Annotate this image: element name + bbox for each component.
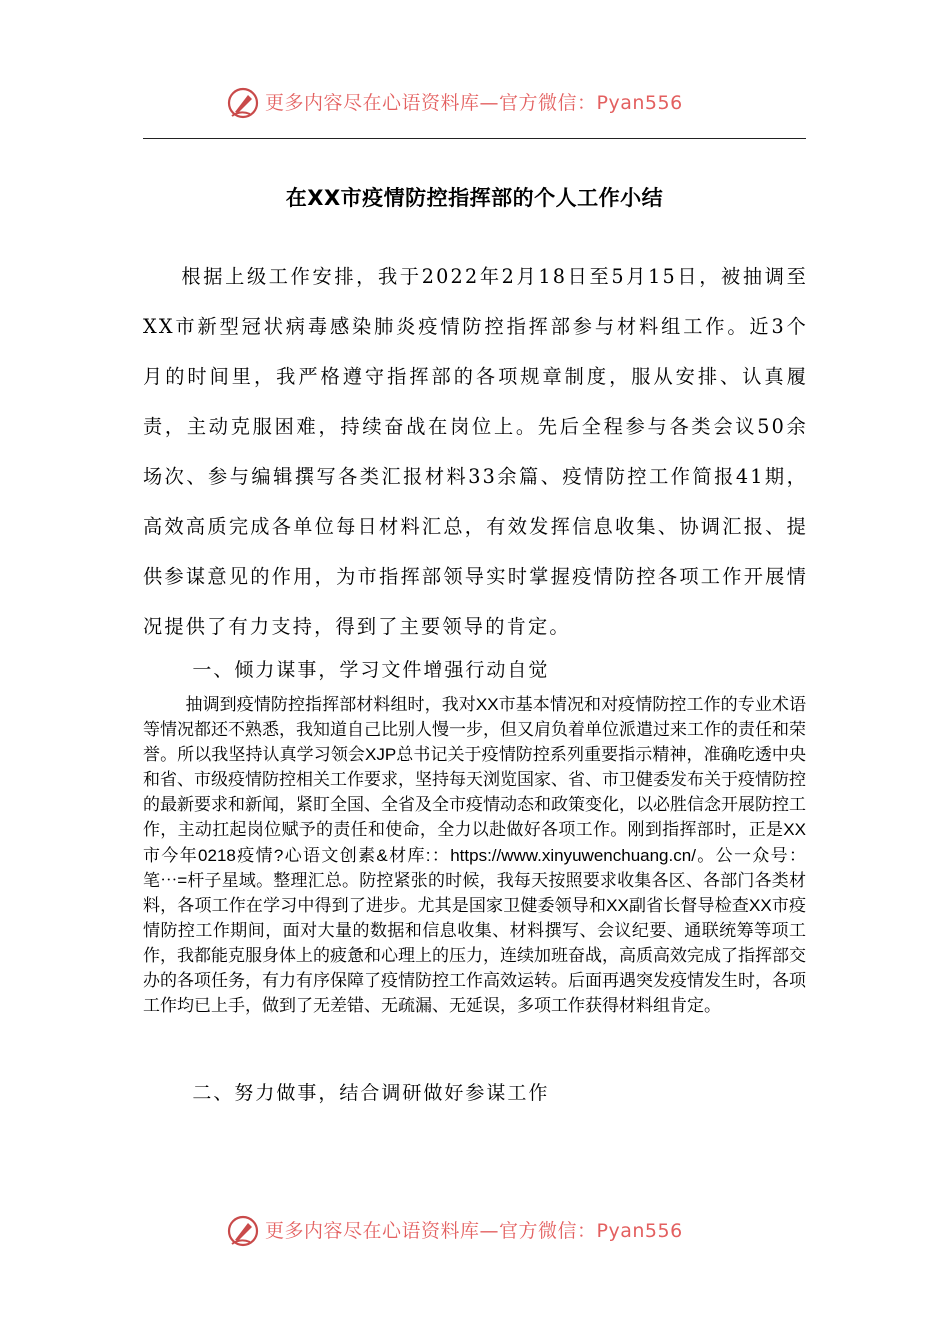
- watermark-text: 更多内容尽在心语资料库—官方微信：Pyan556: [265, 1220, 683, 1242]
- watermark-text: 更多内容尽在心语资料库—官方微信：Pyan556: [265, 92, 683, 114]
- pen-nib-icon: [226, 86, 260, 120]
- section-2-heading: 二、努力做事，结合调研做好参谋工作: [192, 1082, 550, 1104]
- section-1-body: 抽调到疫情防控指挥部材料组时，我对XX市基本情况和对疫情防控工作的专业术语等情况都还不熟悉，我知道自己比别人慢一步，但又肩负着单位派遣过来工作的责任和荣誉。所以我坚持认真学习领会XJP总书记关于疫情防控系列重要指示精神，准确吃透中央和省、市级疫情防控相关工作要求，坚持每天浏览国家、省、市卫健委发布关于疫情防控的最新要求和新闻，紧盯全国、全省及全市疫情动态和政策变化，以必胜信念开展防控工作，主动扛起岗位赋予的责任和使命，全力以赴做好各项工作。刚到指挥部时，正是XX市今年0218疫情?心语文创素&材库:：https://www.xinyuwenchuang.cn/。公一众号：笔⋯=杆子星域。整理汇总。防控紧张的时候，我每天按照要求收集各区、各部门各类材料，各项工作在学习中得到了进步。尤其是国家卫健委领导和XX副省长督导检查XX市疫情防控工作期间，面对大量的数据和信息收集、材料撰写、会议纪要、通联统筹等项工作，我都能克服身体上的疲惫和心理上的压力，连续加班奋战，高质高效完成了指挥部交办的各项任务，有力有序保障了疫情防控工作高效运转。后面再遇突发疫情发生时，各项工作均已上手，做到了无差错、无疏漏、无延误，多项工作获得材料组肯定。: [143, 695, 806, 1016]
- document-title: 在XX市疫情防控指挥部的个人工作小结: [285, 186, 664, 210]
- header-divider: [143, 138, 806, 139]
- section-1-heading: 一、倾力谋事，学习文件增强行动自觉: [192, 659, 550, 681]
- footer-watermark-banner: [0, 1210, 950, 1250]
- header-watermark-banner: [0, 82, 950, 122]
- pen-nib-icon: [226, 1214, 260, 1248]
- intro-paragraph: 根据上级工作安排，我于2022年2月18日至5月15日，被抽调至XX市新型冠状病毒感染肺炎疫情防控指挥部参与材料组工作。近3个月的时间里，我严格遵守指挥部的各项规章制度，服从安排、认真履责，主动克服困难，持续奋战在岗位上。先后全程参与各类会议50余场次、参与编辑撰写各类汇报材料33余篇、疫情防控工作简报41期，高效高质完成各单位每日材料汇总，有效发挥信息收集、协调汇报、提供参谋意见的作用，为市指挥部领导实时掌握疫情防控各项工作开展情况提供了有力支持，得到了主要领导的肯定。: [143, 265, 808, 638]
